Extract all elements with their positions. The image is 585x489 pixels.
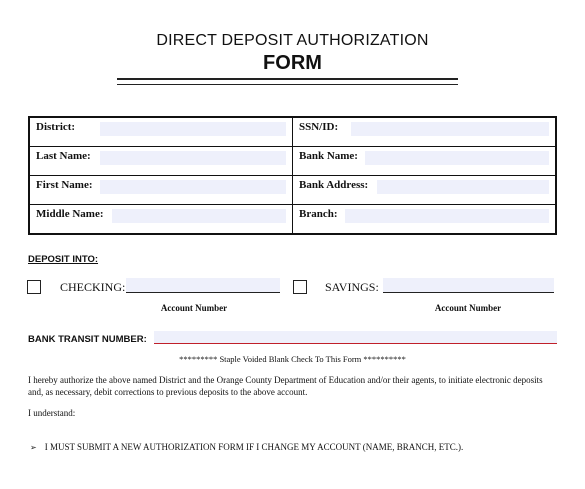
table-row [29, 176, 556, 205]
staple-check-note: ********* Staple Voided Blank Check To This Form ********** [179, 354, 406, 364]
bullet-item [30, 441, 550, 454]
branch-label: Branch: [299, 208, 338, 220]
savings-account-number-input[interactable] [383, 278, 554, 293]
table-row [29, 205, 556, 235]
bank-address-label: Bank Address: [299, 179, 369, 191]
savings-label: SAVINGS: [325, 280, 379, 294]
first-name-label: First Name: [36, 179, 93, 191]
bank-name-cell[interactable] [293, 147, 557, 176]
employee-bank-info-table [28, 116, 557, 235]
savings-checkbox[interactable] [293, 280, 307, 294]
bank-name-label: Bank Name: [299, 150, 358, 162]
ssn-label: SSN/ID: [299, 121, 339, 133]
form-title-line1: DIRECT DEPOSIT AUTHORIZATION [156, 32, 429, 49]
table-row [29, 117, 556, 147]
middle-name-field[interactable] [112, 209, 286, 223]
checking-label: CHECKING: [60, 280, 126, 294]
middle-name-label: Middle Name: [36, 208, 104, 220]
first-name-cell[interactable] [29, 176, 293, 205]
ssn-field[interactable] [351, 122, 549, 136]
branch-field[interactable] [345, 209, 549, 223]
bank-name-field[interactable] [365, 151, 549, 165]
arrow-bullet-icon: ➢ [30, 443, 37, 452]
district-label: District: [36, 121, 76, 133]
table-row [29, 147, 556, 176]
first-name-field[interactable] [100, 180, 286, 194]
checking-account-number-input[interactable] [126, 278, 280, 293]
last-name-label: Last Name: [36, 150, 91, 162]
district-field[interactable] [100, 122, 286, 136]
checking-checkbox[interactable] [27, 280, 41, 294]
deposit-into-label: DEPOSIT INTO: [28, 254, 99, 265]
ssn-cell[interactable] [293, 117, 557, 147]
understand-label: I understand: [28, 408, 76, 418]
branch-cell[interactable] [293, 205, 557, 235]
bank-transit-number-label: BANK TRANSIT NUMBER: [28, 334, 147, 345]
bank-address-cell[interactable] [293, 176, 557, 205]
title-rule-thin [117, 84, 458, 85]
checking-account-number-caption: Account Number [160, 303, 228, 313]
authorization-text: I hereby authorize the above named District and the Orange County Department of Education and/or their agents, to initiate electronic deposits and, as necessary, debit corrections to previous deposits to the above account. [28, 375, 543, 397]
last-name-field[interactable] [100, 151, 286, 165]
savings-account-number-caption: Account Number [434, 303, 502, 313]
district-cell[interactable] [29, 117, 293, 147]
last-name-cell[interactable] [29, 147, 293, 176]
bank-transit-number-input[interactable] [154, 331, 557, 344]
middle-name-cell[interactable] [29, 205, 293, 235]
title-rule-thick [117, 78, 458, 80]
bank-address-field[interactable] [377, 180, 549, 194]
form-title-line2: FORM [263, 52, 322, 74]
bullet-text: I MUST SUBMIT A NEW AUTHORIZATION FORM IF I CHANGE MY ACCOUNT (NAME, BRANCH, ETC.). [44, 442, 464, 452]
